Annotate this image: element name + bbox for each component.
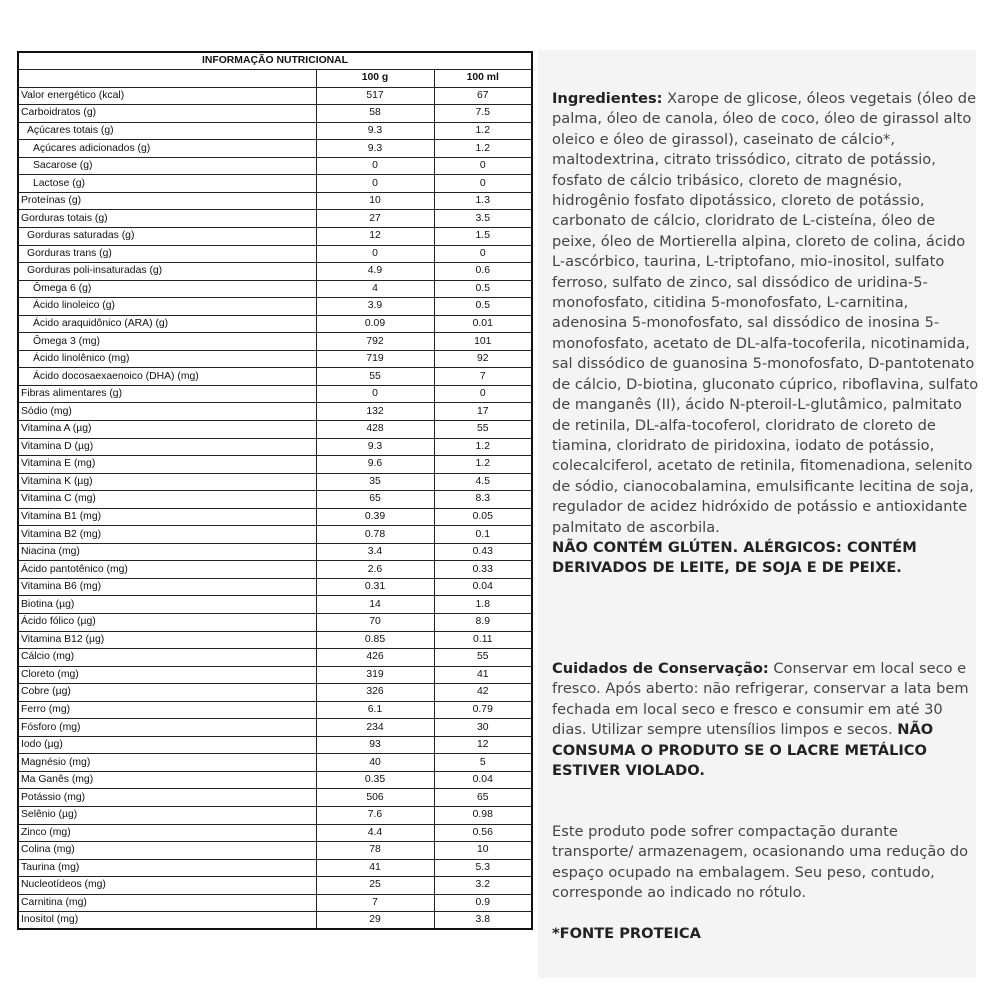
nutrient-name: Potássio (mg) — [18, 789, 316, 807]
value-100ml: 41 — [434, 666, 532, 684]
value-100g: 0.78 — [316, 526, 434, 544]
value-100g: 3.9 — [316, 298, 434, 316]
value-100ml: 0.6 — [434, 263, 532, 281]
nutrient-name: Sacarose (g) — [18, 157, 316, 175]
table-row — [18, 596, 532, 614]
value-100g: 27 — [316, 210, 434, 228]
value-100g: 326 — [316, 684, 434, 702]
value-100g: 9.3 — [316, 140, 434, 158]
nutrient-name: Ácido araquidônico (ARA) (g) — [18, 315, 316, 333]
table-row — [18, 842, 532, 860]
table-row — [18, 526, 532, 544]
table-row — [18, 701, 532, 719]
value-100g: 0 — [316, 157, 434, 175]
table-row — [18, 192, 532, 210]
value-100ml: 4.5 — [434, 473, 532, 491]
value-100ml: 0.5 — [434, 280, 532, 298]
value-100ml: 1.2 — [434, 140, 532, 158]
nutrient-name: Ômega 3 (mg) — [18, 333, 316, 351]
value-100g: 319 — [316, 666, 434, 684]
value-100ml: 55 — [434, 649, 532, 667]
value-100g: 0 — [316, 385, 434, 403]
nutrient-name: Inositol (mg) — [18, 912, 316, 930]
nutrient-name: Açúcares adicionados (g) — [18, 140, 316, 158]
table-row — [18, 298, 532, 316]
value-100ml: 0 — [434, 245, 532, 263]
header-100ml: 100 ml — [434, 70, 532, 88]
nutrient-name: Açúcares totais (g) — [18, 122, 316, 140]
table-row — [18, 877, 532, 895]
value-100g: 70 — [316, 614, 434, 632]
value-100ml: 1.2 — [434, 438, 532, 456]
value-100ml: 0.11 — [434, 631, 532, 649]
table-row — [18, 227, 532, 245]
table-row — [18, 420, 532, 438]
table-row — [18, 87, 532, 105]
value-100g: 9.6 — [316, 456, 434, 474]
nutrient-name: Zinco (mg) — [18, 824, 316, 842]
nutrient-name: Taurina (mg) — [18, 859, 316, 877]
table-row — [18, 122, 532, 140]
value-100g: 12 — [316, 227, 434, 245]
value-100ml: 8.9 — [434, 614, 532, 632]
table-row — [18, 614, 532, 632]
value-100g: 9.3 — [316, 438, 434, 456]
value-100g: 7.6 — [316, 807, 434, 825]
table-row — [18, 719, 532, 737]
nutrient-name: Ferro (mg) — [18, 701, 316, 719]
nutrient-name: Ácido fólico (µg) — [18, 614, 316, 632]
table-row — [18, 789, 532, 807]
value-100ml: 3.8 — [434, 912, 532, 930]
table-row — [18, 543, 532, 561]
nutrient-name: Vitamina B6 (mg) — [18, 578, 316, 596]
value-100ml: 17 — [434, 403, 532, 421]
nutrient-name: Nucleotídeos (mg) — [18, 877, 316, 895]
value-100ml: 0.1 — [434, 526, 532, 544]
value-100ml: 55 — [434, 420, 532, 438]
value-100ml: 0 — [434, 157, 532, 175]
table-row — [18, 315, 532, 333]
value-100ml: 65 — [434, 789, 532, 807]
nutrient-name: Vitamina B2 (mg) — [18, 526, 316, 544]
value-100ml: 42 — [434, 684, 532, 702]
value-100ml: 1.5 — [434, 227, 532, 245]
table-row — [18, 771, 532, 789]
nutrient-name: Carboidratos (g) — [18, 105, 316, 123]
nutrient-name: Vitamina B12 (µg) — [18, 631, 316, 649]
value-100ml: 3.2 — [434, 877, 532, 895]
nutrient-name: Lactose (g) — [18, 175, 316, 193]
value-100ml: 0.9 — [434, 894, 532, 912]
value-100g: 41 — [316, 859, 434, 877]
value-100ml: 0.98 — [434, 807, 532, 825]
table-title: INFORMAÇÃO NUTRICIONAL — [18, 52, 532, 70]
value-100g: 14 — [316, 596, 434, 614]
nutrient-name: Biotina (µg) — [18, 596, 316, 614]
table-row — [18, 157, 532, 175]
value-100ml: 92 — [434, 350, 532, 368]
value-100g: 0.35 — [316, 771, 434, 789]
value-100ml: 12 — [434, 736, 532, 754]
value-100ml: 1.2 — [434, 122, 532, 140]
value-100g: 0 — [316, 175, 434, 193]
value-100g: 55 — [316, 368, 434, 386]
nutrient-name: Proteínas (g) — [18, 192, 316, 210]
value-100ml: 0.04 — [434, 578, 532, 596]
nutrient-name: Carnitina (mg) — [18, 894, 316, 912]
nutrient-name: Vitamina B1 (mg) — [18, 508, 316, 526]
compaction-note: Este produto pode sofrer compactação durante transporte/ armazenagem, ocasionando uma redução do espaço ocupado na embalagem. Seu peso, contudo, corresponde ao indicado no rótulo. — [552, 823, 969, 902]
table-row — [18, 824, 532, 842]
table-row — [18, 245, 532, 263]
table-row — [18, 210, 532, 228]
storage-warning: NÃO CONSUMA O PRODUTO SE O LACRE METÁLICO ESTIVER VIOLADO. — [552, 721, 934, 780]
value-100ml: 8.3 — [434, 491, 532, 509]
nutrient-name: Niacina (mg) — [18, 543, 316, 561]
value-100ml: 67 — [434, 87, 532, 105]
value-100g: 3.4 — [316, 543, 434, 561]
nutrient-name: Gorduras saturadas (g) — [18, 227, 316, 245]
value-100g: 35 — [316, 473, 434, 491]
table-row — [18, 280, 532, 298]
value-100g: 2.6 — [316, 561, 434, 579]
allergen-warning-line1: NÃO CONTÉM GLÚTEN. ALÉRGICOS: CONTÉM — [552, 538, 917, 556]
nutrient-name: Ácido pantotênico (mg) — [18, 561, 316, 579]
nutrient-name: Ácido docosaexaenoico (DHA) (mg) — [18, 368, 316, 386]
value-100g: 517 — [316, 87, 434, 105]
value-100g: 132 — [316, 403, 434, 421]
value-100g: 4.9 — [316, 263, 434, 281]
table-row — [18, 807, 532, 825]
nutrient-name: Vitamina A (µg) — [18, 420, 316, 438]
protein-source-label: *FONTE PROTEICA — [552, 925, 701, 942]
nutrient-name: Ácido linoleico (g) — [18, 298, 316, 316]
table-row — [18, 438, 532, 456]
table-row — [18, 508, 532, 526]
table-row — [18, 491, 532, 509]
nutrient-name: Ácido linolênico (mg) — [18, 350, 316, 368]
nutrient-name: Gorduras totais (g) — [18, 210, 316, 228]
table-row — [18, 684, 532, 702]
table-row — [18, 859, 532, 877]
value-100g: 428 — [316, 420, 434, 438]
table-row — [18, 333, 532, 351]
value-100ml: 1.3 — [434, 192, 532, 210]
value-100g: 25 — [316, 877, 434, 895]
value-100g: 506 — [316, 789, 434, 807]
table-row — [18, 754, 532, 772]
value-100g: 65 — [316, 491, 434, 509]
ingredients-text: Xarope de glicose, óleos vegetais (óleo de palma, óleo de canola, óleo de coco, óleo de girassol alto oleico e óleo de girassol), caseinato de cálcio*, maltodextrina, citrato trissódico, citrato de potássio, fosfato de cálcio tribásico, cloreto de magnésio, hidrogênio fosfato dipotássico, cloreto de potássio, carbonato de cálcio, cloridrato de L-cisteína, óleo de peixe, óleo de Mortierella alpina, cloreto de colina, ácido L-ascórbico, taurina, L-triptofano, mio-inositol, sulfato ferroso, sulfato de zinco, sal dissódico de uridina-5-monofosfato, citidina 5-monofosfato, L-carnitina, adenosina 5-monofosfato, sal dissódico de inosina 5-monofosfato, acetato de DL-alfa-tocoferila, nicotinamida, sal dissódico de guanosina 5-monofosfato, D-pantotenato de cálcio, D-biotina, gluconato cúprico, riboflavina, sulfato de manganês (II), ácido N-pteroil-L-glutâmico, palmitato de retinila, DL-alfa-tocoferol, cloridrato de cloreto de tiamina, cloridrato de piridoxina, iodato de potássio, colecalciferol, acetato de retinila, fitomenadiona, selenito de sódio, cianocobalamina, emulsificante lecitina de soja, regulador de acidez hidróxido de potássio e antioxidante palmitato de ascorbila. — [552, 90, 979, 536]
ingredients-section — [552, 89, 980, 579]
header-empty — [18, 70, 316, 88]
table-row — [18, 649, 532, 667]
nutrient-name: Ma Ganês (mg) — [18, 771, 316, 789]
value-100g: 4.4 — [316, 824, 434, 842]
value-100g: 40 — [316, 754, 434, 772]
value-100ml: 0.79 — [434, 701, 532, 719]
value-100ml: 7.5 — [434, 105, 532, 123]
value-100g: 0 — [316, 245, 434, 263]
nutrition-table-body — [18, 87, 532, 929]
value-100ml: 0.56 — [434, 824, 532, 842]
nutrient-name: Sódio (mg) — [18, 403, 316, 421]
storage-text: Conservar em local seco e fresco. Após aberto: não refrigerar, conservar a lata bem fechada em local seco e fresco e consumir em até 30 dias. Utilizar sempre utensílios limpos e secos. — [552, 660, 969, 739]
nutrition-table — [17, 51, 533, 930]
nutrient-name: Magnésio (mg) — [18, 754, 316, 772]
value-100g: 58 — [316, 105, 434, 123]
header-100g: 100 g — [316, 70, 434, 88]
value-100g: 93 — [316, 736, 434, 754]
value-100g: 7 — [316, 894, 434, 912]
nutrient-name: Valor energético (kcal) — [18, 87, 316, 105]
nutrient-name: Fósforo (mg) — [18, 719, 316, 737]
value-100ml: 5.3 — [434, 859, 532, 877]
storage-label: Cuidados de Conservação: — [552, 660, 769, 677]
value-100g: 234 — [316, 719, 434, 737]
value-100ml: 1.2 — [434, 456, 532, 474]
value-100ml: 10 — [434, 842, 532, 860]
value-100g: 29 — [316, 912, 434, 930]
nutrient-name: Fibras alimentares (g) — [18, 385, 316, 403]
table-row — [18, 403, 532, 421]
allergen-warning-line2: DERIVADOS DE LEITE, DE SOJA E DE PEIXE. — [552, 559, 902, 577]
value-100g: 10 — [316, 192, 434, 210]
table-row — [18, 666, 532, 684]
table-title-row — [18, 52, 532, 70]
value-100ml: 5 — [434, 754, 532, 772]
table-row — [18, 894, 532, 912]
value-100g: 0.09 — [316, 315, 434, 333]
protein-source-note — [552, 924, 980, 944]
nutrient-name: Cloreto (mg) — [18, 666, 316, 684]
value-100ml: 0.33 — [434, 561, 532, 579]
nutrient-name: Cálcio (mg) — [18, 649, 316, 667]
nutrient-name: Selênio (µg) — [18, 807, 316, 825]
nutrient-name: Vitamina D (µg) — [18, 438, 316, 456]
table-row — [18, 578, 532, 596]
value-100ml: 0.04 — [434, 771, 532, 789]
value-100g: 0.39 — [316, 508, 434, 526]
value-100g: 426 — [316, 649, 434, 667]
nutrient-name: Vitamina E (mg) — [18, 456, 316, 474]
value-100ml: 101 — [434, 333, 532, 351]
value-100ml: 1.8 — [434, 596, 532, 614]
value-100ml: 30 — [434, 719, 532, 737]
nutrient-name: Gorduras poli-insaturadas (g) — [18, 263, 316, 281]
table-row — [18, 912, 532, 930]
value-100g: 0.31 — [316, 578, 434, 596]
table-row — [18, 368, 532, 386]
value-100ml: 0 — [434, 385, 532, 403]
nutrient-name: Gorduras trans (g) — [18, 245, 316, 263]
value-100ml: 0.5 — [434, 298, 532, 316]
value-100g: 4 — [316, 280, 434, 298]
table-row — [18, 350, 532, 368]
value-100g: 9.3 — [316, 122, 434, 140]
value-100g: 0.85 — [316, 631, 434, 649]
table-row — [18, 456, 532, 474]
table-row — [18, 140, 532, 158]
value-100g: 719 — [316, 350, 434, 368]
table-row — [18, 561, 532, 579]
nutrient-name: Colina (mg) — [18, 842, 316, 860]
ingredients-label: Ingredientes: — [552, 90, 663, 107]
table-header-row — [18, 70, 532, 88]
table-row — [18, 175, 532, 193]
value-100ml: 0.43 — [434, 543, 532, 561]
nutrient-name: Vitamina K (µg) — [18, 473, 316, 491]
value-100ml: 3.5 — [434, 210, 532, 228]
value-100g: 6.1 — [316, 701, 434, 719]
value-100ml: 0.01 — [434, 315, 532, 333]
table-row — [18, 385, 532, 403]
nutrient-name: Cobre (µg) — [18, 684, 316, 702]
table-row — [18, 263, 532, 281]
nutrient-name: Iodo (µg) — [18, 736, 316, 754]
value-100ml: 0.05 — [434, 508, 532, 526]
value-100ml: 0 — [434, 175, 532, 193]
storage-section — [552, 659, 980, 781]
table-row — [18, 105, 532, 123]
value-100g: 792 — [316, 333, 434, 351]
table-row — [18, 736, 532, 754]
table-row — [18, 631, 532, 649]
nutrient-name: Ômega 6 (g) — [18, 280, 316, 298]
nutrient-name: Vitamina C (mg) — [18, 491, 316, 509]
value-100g: 78 — [316, 842, 434, 860]
value-100ml: 7 — [434, 368, 532, 386]
table-row — [18, 473, 532, 491]
